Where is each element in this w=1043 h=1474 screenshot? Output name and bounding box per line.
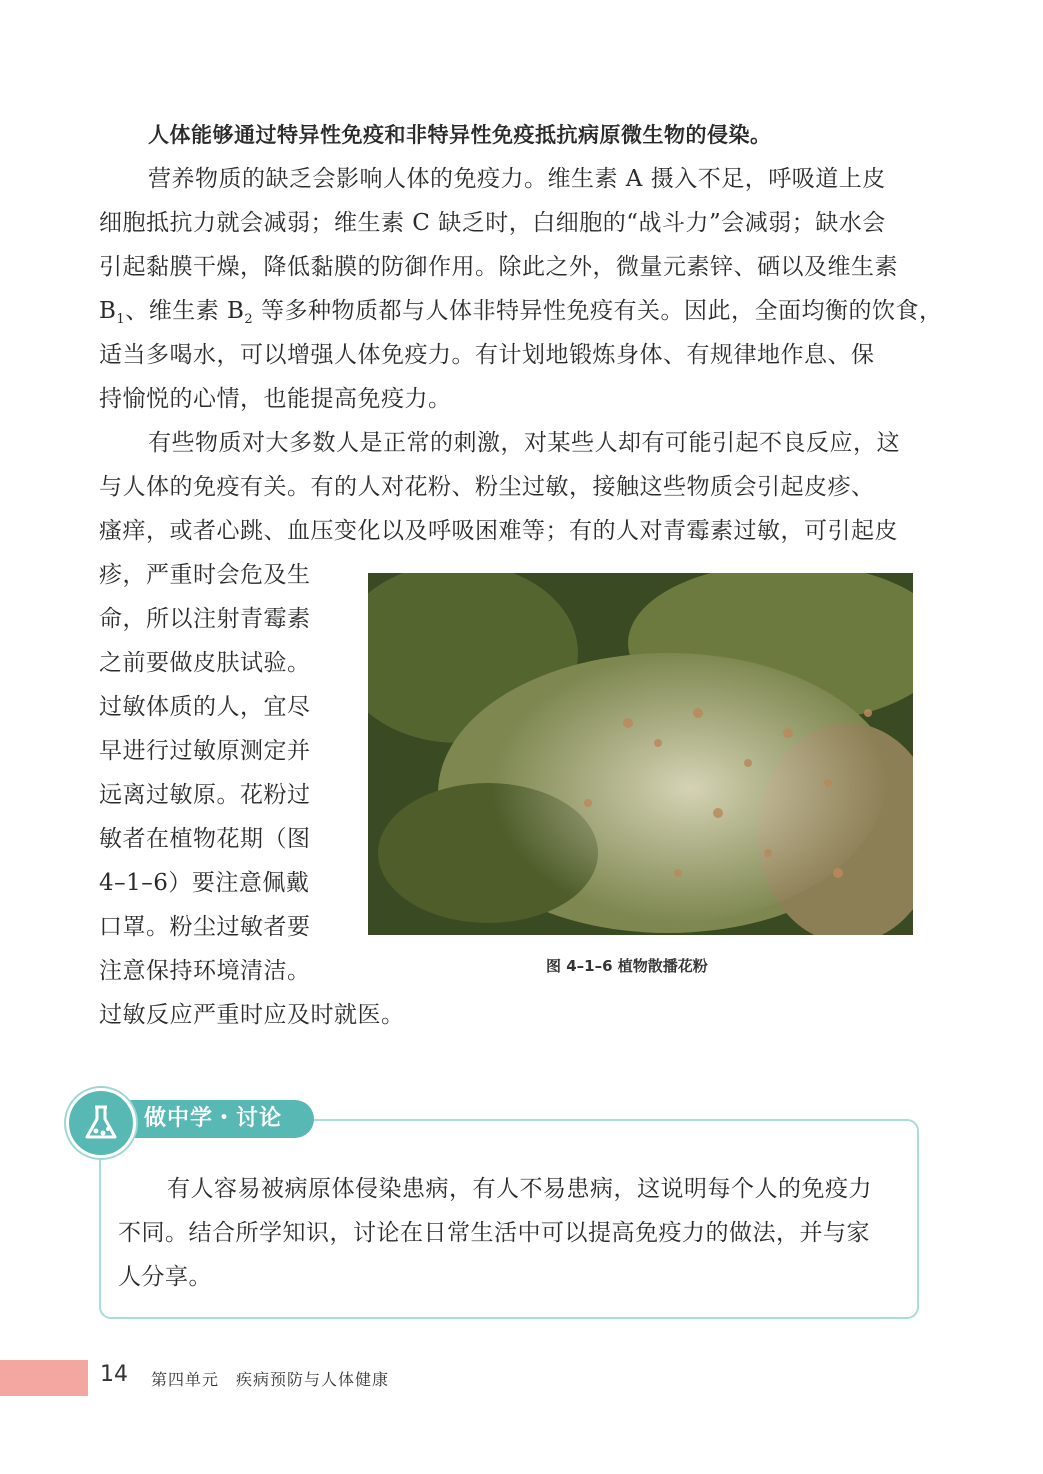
side-text-line: 早进行过敏原测定并 xyxy=(99,738,311,764)
paragraph-line: 适当多喝水，可以增强人体免疫力。有计划地锻炼身体、有规律地作息、保 xyxy=(99,342,875,368)
paragraph-line: 持愉悦的心情，也能提高免疫力。 xyxy=(99,386,452,412)
pollen-photo xyxy=(368,573,913,935)
activity-line: 有人容易被病原体侵染患病，有人不易患病，这说明每个人的免疫力 xyxy=(167,1176,872,1202)
paragraph-line: 引起黏膜干燥，降低黏膜的防御作用。除此之外，微量元素锌、硒以及维生素 xyxy=(99,254,898,280)
flask-icon-svg xyxy=(69,1091,133,1155)
side-text-line: 注意保持环境清洁。 xyxy=(99,958,311,984)
paragraph-line: 有些物质对大多数人是正常的刺激，对某些人却有可能引起不良反应，这 xyxy=(148,430,900,456)
activity-line: 不同。结合所学知识，讨论在日常生活中可以提高免疫力的做法，并与家 xyxy=(118,1220,870,1246)
pollen-photo-art xyxy=(368,573,913,935)
paragraph-line: 细胞抵抗力就会减弱；维生素 C 缺乏时，白细胞的“战斗力”会减弱；缺水会 xyxy=(99,210,886,236)
side-text-line: 远离过敏原。花粉过 xyxy=(99,782,311,808)
page-number: 14 xyxy=(100,1362,128,1387)
side-text-line: 之前要做皮肤试验。 xyxy=(99,650,311,676)
footer-chapter-title: 第四单元 疾病预防与人体健康 xyxy=(151,1370,390,1389)
subscript: 1 xyxy=(116,312,126,327)
activity-line: 人分享。 xyxy=(118,1264,212,1290)
subscript: 2 xyxy=(244,312,254,327)
paragraph-line: 与人体的免疫有关。有的人对花粉、粉尘过敏，接触这些物质会引起皮疹、 xyxy=(99,474,875,500)
paragraph-line: 瘙痒，或者心跳、血压变化以及呼吸困难等；有的人对青霉素过敏，可引起皮 xyxy=(99,518,898,544)
activity-title: 做中学・讨论 xyxy=(110,1100,314,1138)
side-text-line: 过敏体质的人，宜尽 xyxy=(99,694,311,720)
text-run: 等多种物质都与人体非特异性免疫有关。因此，全面均衡的饮食， xyxy=(253,298,943,324)
text-run: B xyxy=(99,298,117,324)
side-text-line: 口罩。粉尘过敏者要 xyxy=(99,914,311,940)
flask-icon xyxy=(66,1088,136,1158)
footer-accent-bar xyxy=(0,1360,88,1396)
side-text-line: 命，所以注射青霉素 xyxy=(99,606,311,632)
text-run: 、维生素 B xyxy=(125,298,245,324)
side-text-line: 疹，严重时会危及生 xyxy=(99,562,311,588)
side-text-line: 敏者在植物花期（图 xyxy=(99,826,311,852)
paragraph-line: 过敏反应严重时应及时就医。 xyxy=(99,1002,405,1028)
paragraph-line: 营养物质的缺乏会影响人体的免疫力。维生素 A 摄入不足，呼吸道上皮 xyxy=(148,166,886,192)
side-text-line: 4–1–6）要注意佩戴 xyxy=(99,870,310,896)
paragraph-line xyxy=(99,296,943,335)
lead-sentence: 人体能够通过特异性免疫和非特异性免疫抵抗病原微生物的侵染。 xyxy=(148,123,772,147)
figure-caption: 图 4–1–6 植物散播花粉 xyxy=(546,957,708,975)
